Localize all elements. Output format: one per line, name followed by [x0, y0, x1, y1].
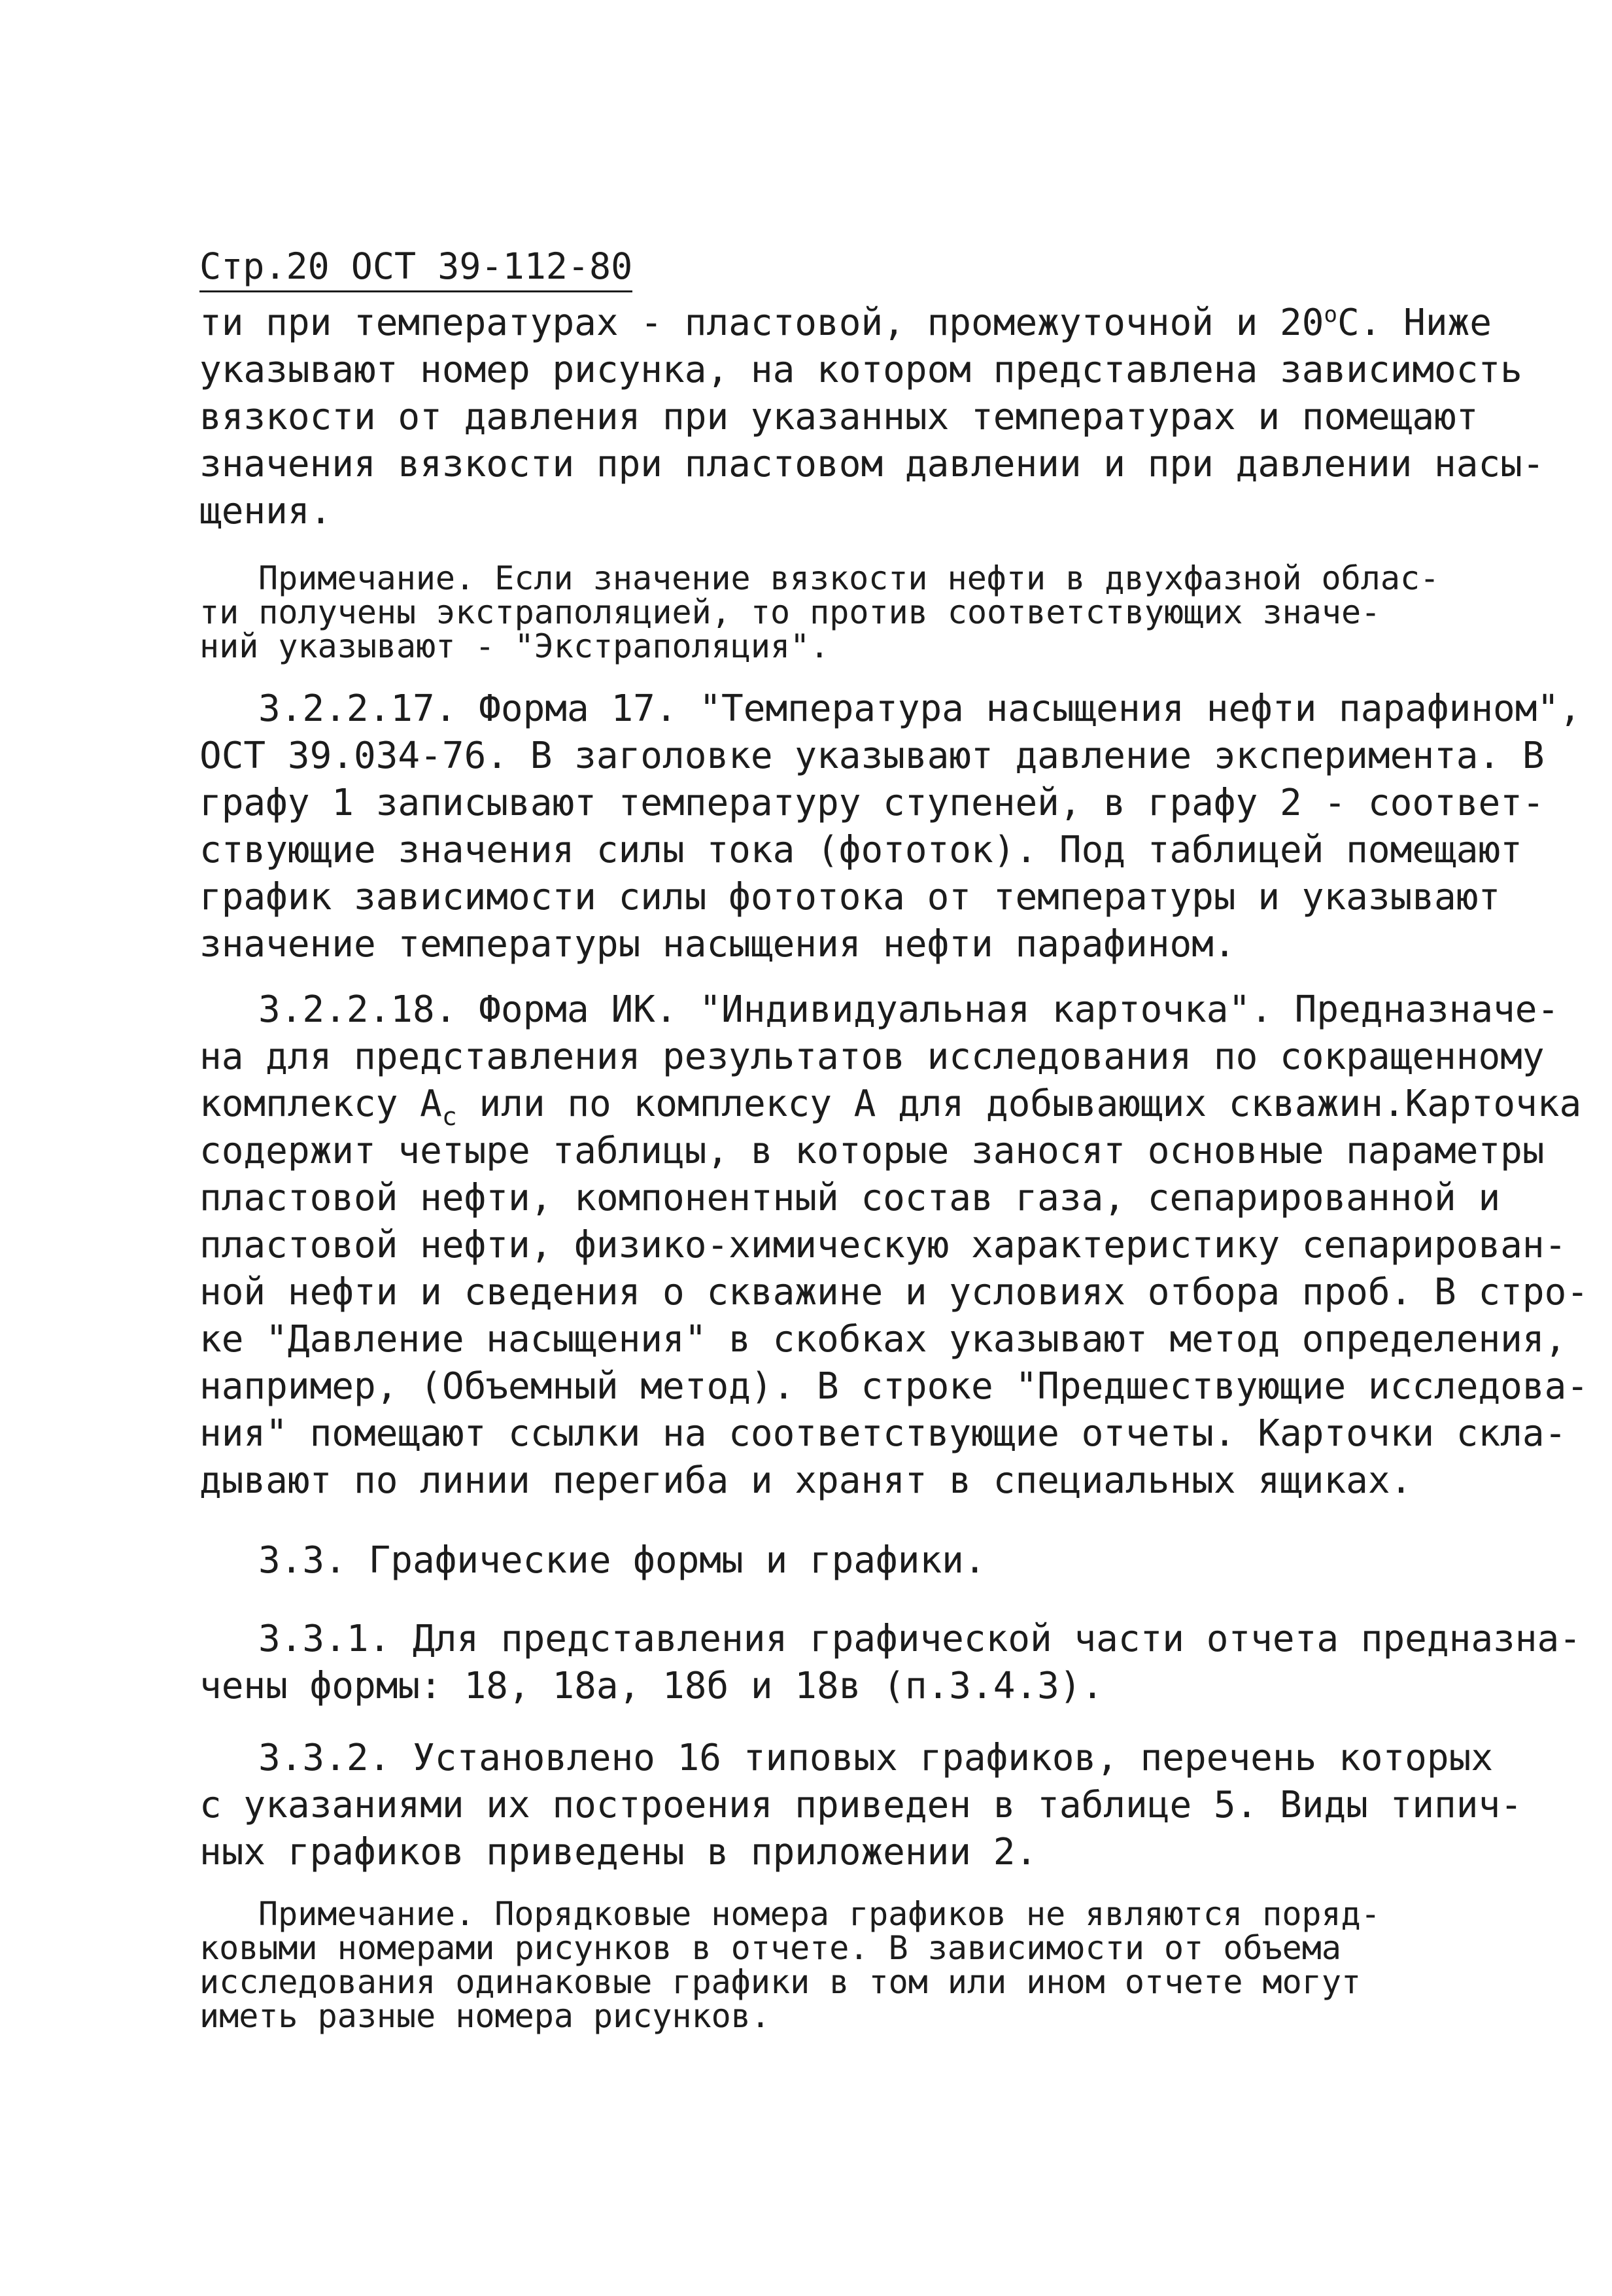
page-header: Стр.20 ОСТ 39-112-80 [199, 243, 632, 292]
note-graph-numbering [199, 1897, 1429, 2033]
text-line: ствующие значения силы тока (фототок). Под таблицей помещают [199, 829, 1522, 871]
note-line: иметь разные номера рисунков. [199, 1997, 770, 2035]
paragraph-3-3-2 [199, 1735, 1522, 1876]
text-line: указывают номер рисунка, на котором представлена зависимость [199, 349, 1522, 391]
text-line: с указаниями их построения приведен в таблице 5. Виды типич- [199, 1784, 1522, 1826]
text-line: 3.3.1. Для представления графической части отчета предназна- [258, 1618, 1581, 1660]
paragraph-3-3-1 [199, 1616, 1581, 1710]
text-line: значение температуры насыщения нефти парафином. [199, 923, 1236, 965]
text-line: 3.3. Графические формы и графики. [258, 1539, 986, 1582]
note-line: Примечание. Если значение вязкости нефти в двухфазной облас- [258, 559, 1440, 597]
paragraph-viscosity-continuation [199, 300, 1545, 535]
paragraph-3-2-2-18 [199, 986, 1589, 1505]
paragraph-3-2-2-17 [199, 686, 1581, 968]
text-line: графу 1 записывают температуру ступеней, в графу 2 - соответ- [199, 782, 1545, 824]
text-line: на для представления результатов исследования по сокращенному [199, 1035, 1545, 1078]
text-line: например, (Объемный метод). В строке "Предшествующие исследова- [199, 1365, 1589, 1408]
text-line: комплексу $А_с$ или по комплексу А для добывающих скважин.Карточка [199, 1083, 1582, 1131]
text-line: вязкости от давления при указанных температурах и помещают [199, 396, 1479, 438]
text-line: 3.2.2.17. Форма 17. "Температура насыщения нефти парафином", [258, 687, 1581, 730]
text-line: ОСТ 39.034-76. В заголовке указывают давление эксперимента. В [199, 735, 1545, 777]
text-line: ной нефти и сведения о скважине и условиях отбора проб. В стро- [199, 1271, 1589, 1313]
note-line: ний указывают - "Экстраполяция". [199, 627, 830, 665]
text-line: 3.2.2.18. Форма ИК. "Индивидуальная карточка". Предназначе- [258, 988, 1560, 1031]
note-line: Примечание. Порядковые номера графиков не являются поряд- [258, 1895, 1380, 1933]
text-line: ния" помещают ссылки на соответствующие отчеты. Карточки скла- [199, 1412, 1567, 1455]
text-line: содержит четыре таблицы, в которые заносят основные параметры [199, 1130, 1545, 1172]
text-line: пластовой нефти, физико-химическую характеристику сепарирован- [199, 1224, 1567, 1266]
note-line: ковыми номерами рисунков в отчете. В зависимости от объема [199, 1929, 1341, 1967]
text-line: ных графиков приведены в приложении 2. [199, 1831, 1038, 1873]
text-line: ти при температурах - пластовой, промежуточной и $20^оС$. Ниже [199, 302, 1492, 344]
section-3-3-heading [199, 1537, 1429, 1584]
text-line: график зависимости силы фототока от температуры и указывают [199, 876, 1501, 918]
text-line: дывают по линии перегиба и хранят в специальных ящиках. [199, 1459, 1413, 1502]
text-line: ке "Давление насыщения" в скобках указывают метод определения, [199, 1318, 1567, 1361]
text-line: пластовой нефти, компонентный состав газа, сепарированной и [199, 1177, 1501, 1219]
note-extrapolation [199, 559, 1440, 665]
text-line: чены формы: 18, 18а, 18б и 18в (п.3.4.3). [199, 1665, 1104, 1707]
note-line: ти получены экстраполяцией, то против соответствующих значе- [199, 593, 1381, 631]
text-line: 3.3.2. Установлено 16 типовых графиков, перечень которых [258, 1737, 1494, 1779]
note-line: исследования одинаковые графики в том или ином отчете могут [199, 1963, 1362, 2001]
text-line: щения. [199, 490, 332, 532]
text-line: значения вязкости при пластовом давлении и при давлении насы- [199, 443, 1545, 485]
